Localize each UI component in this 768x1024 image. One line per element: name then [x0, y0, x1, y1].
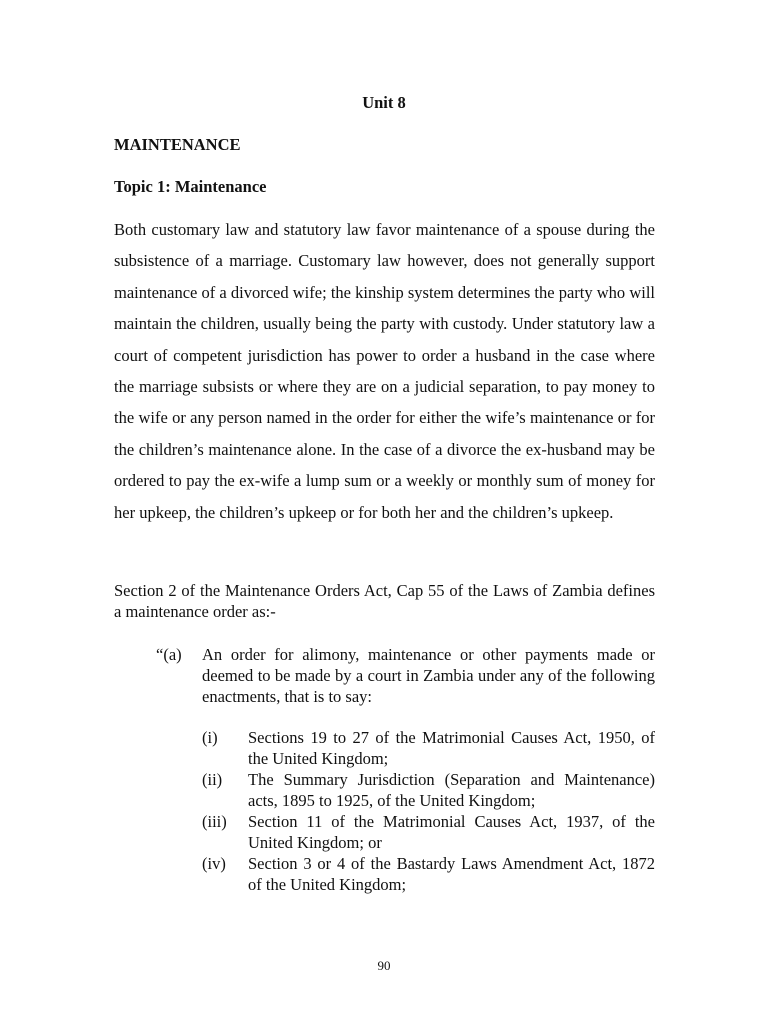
- quote-label: “(a): [156, 645, 182, 664]
- list-item-text: Section 11 of the Matrimonial Causes Act, 1937, of the United Kingdom; or: [248, 812, 655, 852]
- quote-text: An order for alimony, maintenance or other payments made or deemed to be made by a court in Zambia under any of the following enactments, that is to say:: [202, 645, 655, 706]
- list-item: [202, 853, 655, 895]
- list-item-text: The Summary Jurisdiction (Separation and Maintenance) acts, 1895 to 1925, of the United Kingdom;: [248, 770, 655, 810]
- list-item-label: (i): [202, 728, 218, 747]
- list-item: [202, 727, 655, 769]
- section-paragraph: Section 2 of the Maintenance Orders Act, Cap 55 of the Laws of Zambia defines a maintenance order as:-: [114, 581, 655, 621]
- list-item-label: (iv): [202, 854, 226, 873]
- list-item: [202, 811, 655, 853]
- enactment-list: [202, 727, 655, 895]
- list-item-text: Sections 19 to 27 of the Matrimonial Causes Act, 1950, of the United Kingdom;: [248, 728, 655, 768]
- page-number: 90: [377, 958, 391, 973]
- list-item: [202, 769, 655, 811]
- list-item-text: Section 3 or 4 of the Bastardy Laws Amendment Act, 1872 of the United Kingdom;: [248, 854, 655, 894]
- chapter-heading: MAINTENANCE: [114, 135, 241, 154]
- topic-heading: Topic 1: Maintenance: [114, 177, 267, 196]
- list-item-label: (ii): [202, 770, 223, 789]
- list-item-label: (iii): [202, 812, 227, 831]
- unit-heading: Unit 8: [362, 93, 406, 112]
- body-paragraph: Both customary law and statutory law favor maintenance of a spouse during the subsistence of a marriage. Customary law however, does not generally support maintenance of a divorced wife; the kinship system determines the party who will maintain the children, usually being the party with custody. Under statutory law a court of competent jurisdiction has power to order a husband in the case where the marriage subsists or where they are on a judicial separation, to pay money to the wife or any person named in the order for either the wife’s maintenance or for the children’s maintenance alone. In the case of a divorce the ex-husband may be ordered to pay the ex-wife a lump sum or a weekly or monthly sum of money for her upkeep, the children’s upkeep or for both her and the children’s upkeep.: [114, 220, 655, 522]
